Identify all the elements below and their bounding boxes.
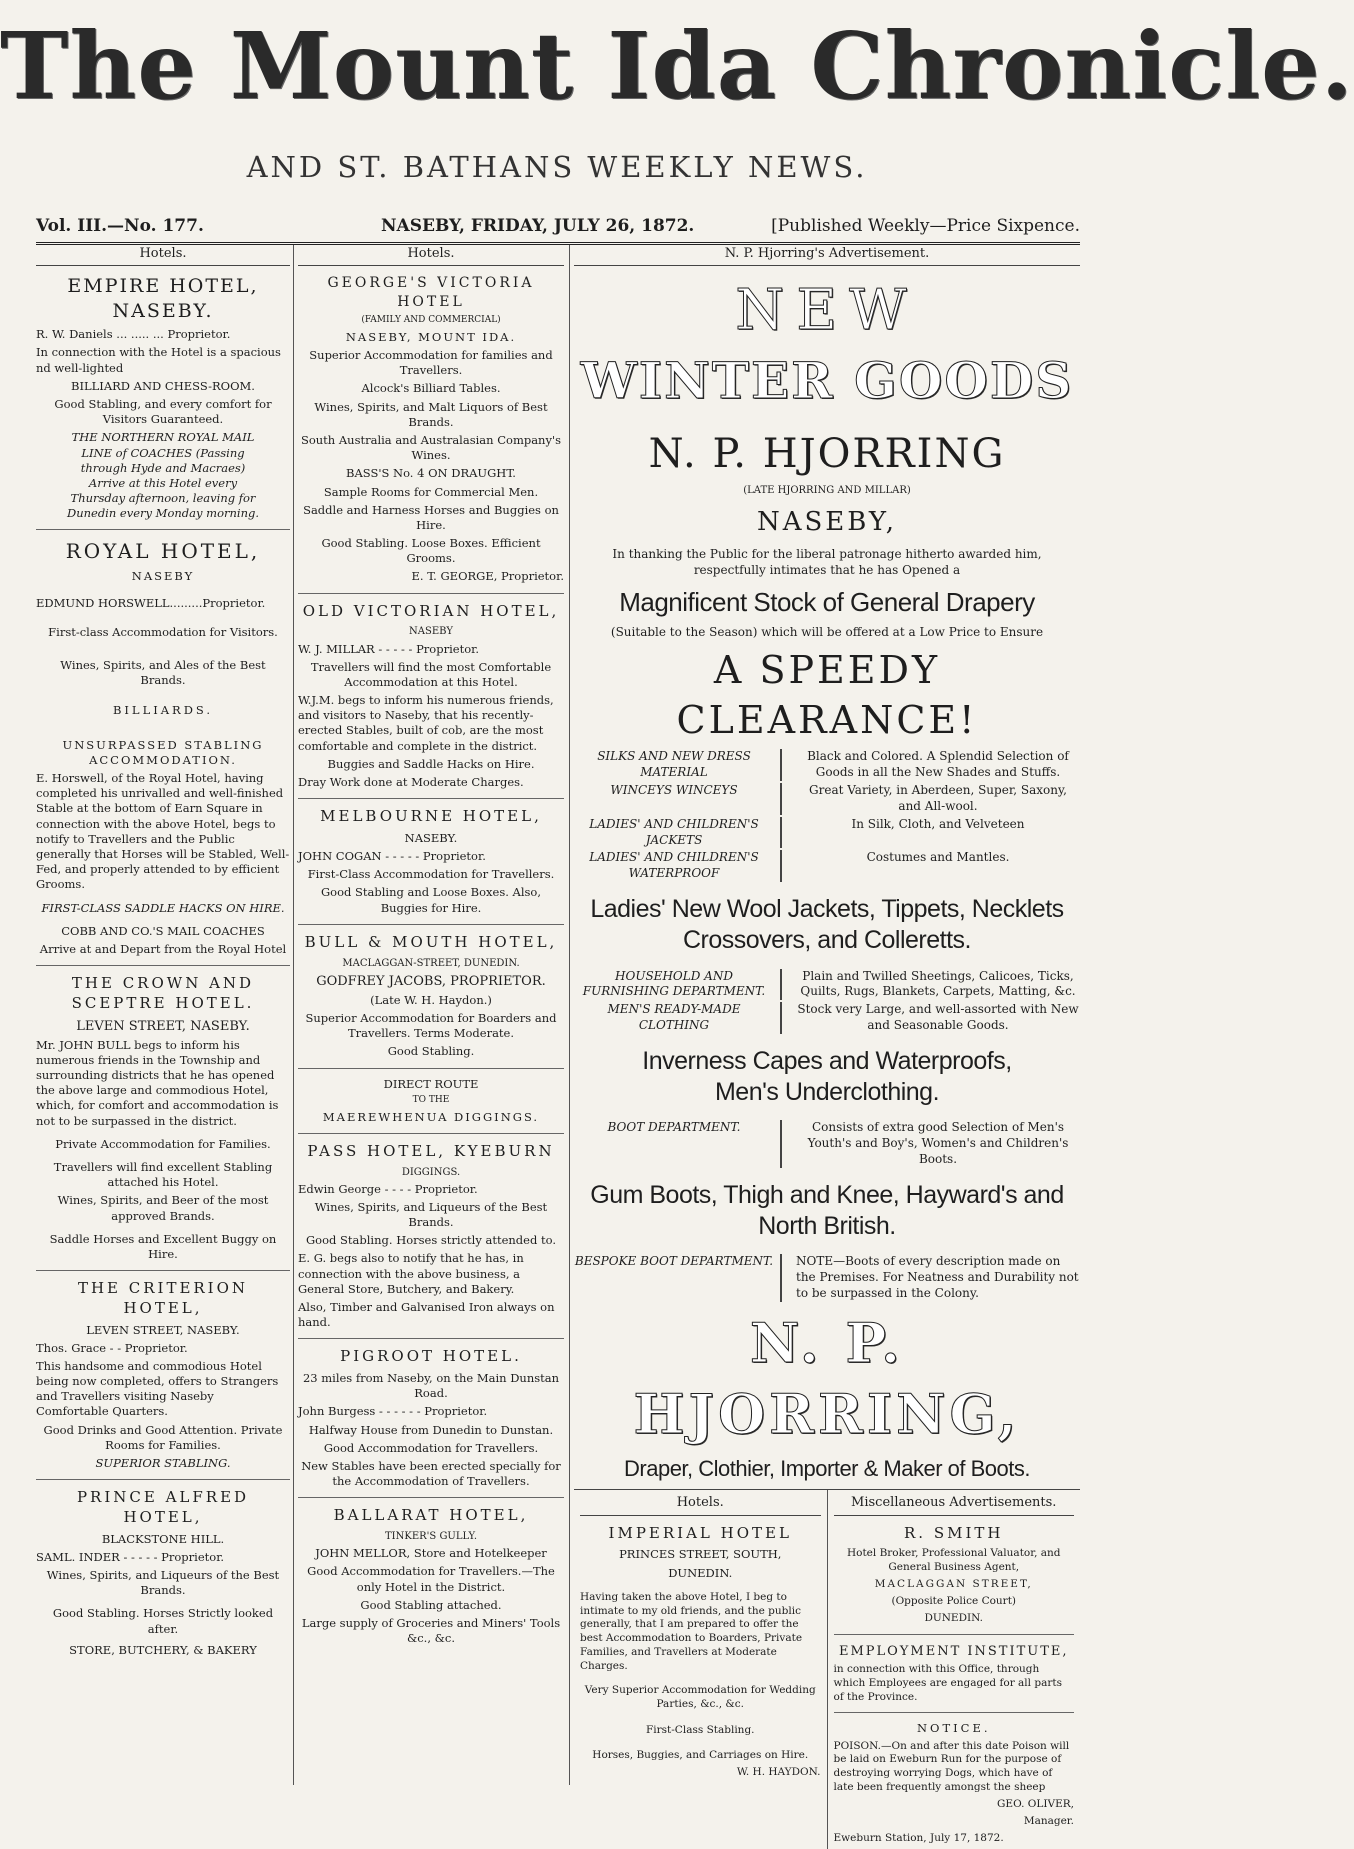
ad-text: Travellers will find excellent Stabling attached his Hotel. (53, 1159, 273, 1190)
ad-text: in connection with this Office, through which Employees are engaged for all parts of the Province. (833, 1662, 1062, 1703)
ad-text: Saddle and Harness Horses and Buggies on Hire. (303, 502, 559, 532)
sub-columns (574, 1489, 1080, 1848)
ad-text: BILLIARD AND CHESS-ROOM. (71, 378, 255, 393)
ad-text: First-Class Accommodation for Travellers. (307, 867, 555, 882)
product-desc: Consists of extra good Selection of Men's Youth's and Boy's, Women's and Children's Boots. (807, 1120, 1069, 1167)
old-victorian-ad (298, 602, 564, 791)
ad-text: BILLIARDS. (112, 702, 214, 717)
hotel-name: OLD VICTORIAN HOTEL, (302, 601, 560, 620)
ad-text: Alcock's Billiard Tables. (361, 381, 501, 396)
ad-text: Good Stabling attached. (360, 1597, 502, 1612)
pigroot-hotel-ad (298, 1347, 564, 1489)
ad-text: LEVEN STREET, NASEBY. (86, 1322, 240, 1337)
proprietor-line: R. W. Daniels ... ..... ... Proprietor. (36, 327, 231, 342)
proprietor-line: John Burgess - - - - - - Proprietor. (298, 1404, 488, 1419)
ad-text: E. G. begs also to notify that he has, in connection with the above business, a General Store, Butchery, and Bakery. (298, 1251, 524, 1296)
ad-text: FIRST-CLASS SADDLE HACKS ON HIRE. (41, 900, 285, 915)
ad-text: In thanking the Public for the liberal patronage hitherto awarded him, respectfully intimates that he has Opened a (612, 547, 1042, 578)
ad-text: Wines, Spirits, and Liqueurs of the Best Brands. (46, 1568, 280, 1598)
ad-text: Wines, Spirits, and Malt Liquors of Best Brands. (314, 399, 548, 429)
hotel-name: MELBOURNE HOTEL, (320, 807, 542, 826)
product-desc: Stock very Large, and well-assorted with New and Seasonable Goods. (797, 1002, 1079, 1033)
ad-text: (LATE HJORRING AND MILLAR) (743, 484, 911, 496)
product-label: SILKS AND NEW DRESS MATERIAL (574, 749, 782, 781)
volume-number: Vol. III.—No. 177. (36, 216, 204, 236)
column-heading: Hotels. (36, 245, 290, 266)
product-label: LADIES' AND CHILDREN'S WATERPROOF (574, 850, 782, 882)
ad-draper: Draper, Clothier, Importer & Maker of Boots. (624, 1456, 1030, 1482)
product-row (574, 749, 1080, 781)
crown-sceptre-ad (36, 974, 290, 1262)
product-row (574, 1254, 1080, 1301)
business-name: R. SMITH (904, 1523, 1004, 1542)
divider (36, 529, 290, 530)
divider (834, 1634, 1075, 1635)
divider (298, 1497, 564, 1498)
ad-text: Dray Work done at Moderate Charges. (298, 774, 524, 789)
divider (298, 1338, 564, 1339)
pass-hotel-ad (298, 1142, 564, 1331)
hotel-name: PIGROOT HOTEL. (340, 1347, 522, 1366)
ad-text: Good Stabling. Horses Strictly looked after. (52, 1606, 274, 1636)
ad-text: POISON.—On and after this date Poison will be laid on Eweburn Run for the purpose of destroying worrying Dogs, which have of late been frequently amongst the sheep (833, 1739, 1070, 1794)
royal-hotel-ad (36, 538, 290, 957)
ad-text: Having taken the above Hotel, I beg to intimate to my old friends, and the public generally, that I am prepared to offer the best Accommodation to Boarders, Private Families, and Travellers at Moderate Charges. (580, 1590, 803, 1673)
ad-text: E. Horswell, of the Royal Hotel, having completed his unrivalled and well-finished Stable at the bottom of Earn Square in connection with the above Hotel, begs to notify to Travellers and the Public generally that Horses will be Stabled, Well-Fed, and properly attended to by efficient Grooms. (36, 771, 290, 892)
ad-text: SUPERIOR STABLING. (95, 1455, 231, 1470)
ad-text: NASEBY (409, 626, 453, 638)
dateline (36, 212, 1080, 245)
ad-text: DUNEDIN. (668, 1565, 733, 1580)
ad-winter-goods: WINTER GOODS (580, 351, 1074, 411)
hotel-name: BALLARAT HOTEL, (333, 1506, 529, 1525)
product-label: MEN'S READY-MADE CLOTHING (574, 1002, 782, 1034)
imperial-hotel-column (574, 1490, 827, 1848)
ad-text: MACLAGGAN STREET, (874, 1578, 1033, 1591)
divider (298, 1133, 564, 1134)
hotel-name: ROYAL HOTEL, (65, 539, 261, 564)
ad-text: BASS'S No. 4 ON DRAUGHT. (346, 466, 516, 481)
divider (36, 965, 290, 966)
ad-text: Private Accommodation for Families. (55, 1136, 271, 1151)
ad-gum-boots: Gum Boots, Thigh and Knee, Hayward's and North British. (590, 1180, 1064, 1241)
ad-text: Eweburn Station, July 17, 1872. (833, 1831, 1004, 1844)
ad-text: NOTICE. (916, 1721, 991, 1736)
divider (298, 1068, 564, 1069)
hotel-name: THE CROWN AND SCEPTRE HOTEL. (71, 974, 255, 1012)
product-desc: Black and Colored. A Splendid Selection of Goods in all the New Shades and Stuffs. (807, 749, 1069, 780)
product-row (574, 969, 1080, 1001)
product-label: WINCEYS WINCEYS (574, 783, 782, 815)
ad-text: TO THE (412, 1094, 450, 1105)
divider (36, 1479, 290, 1480)
product-desc: Plain and Twilled Sheetings, Calicoes, Ticks, Quilts, Rugs, Blankets, Carpets, Matting, &c. (800, 968, 1076, 999)
product-rows-2 (574, 969, 1080, 1034)
ad-text: Travellers will find the most Comfortable Accommodation at this Hotel. (310, 659, 552, 689)
proprietor-line: Thos. Grace - - Proprietor. (36, 1340, 188, 1355)
direct-route-ad (298, 1077, 564, 1125)
product-desc: In Silk, Cloth, and Velveteen (851, 816, 1025, 831)
product-label: BOOT DEPARTMENT. (574, 1120, 782, 1167)
divider (834, 1712, 1075, 1713)
bull-mouth-ad (298, 933, 564, 1060)
criterion-hotel-ad (36, 1279, 290, 1471)
column-heading: Hotels. (298, 245, 564, 266)
price-line: [Published Weekly—Price Sixpence. (771, 216, 1080, 236)
ad-text: Wines, Spirits, and Beer of the most approved Brands. (57, 1193, 269, 1223)
ad-text: LEVEN STREET, NASEBY. (76, 1018, 250, 1034)
column-heading: Hotels. (580, 1494, 821, 1515)
product-row (574, 817, 1080, 849)
ad-text: UNSURPASSED STABLING ACCOMMODATION. (62, 737, 264, 767)
ad-text: MACLAGGAN-STREET, DUNEDIN. (342, 957, 520, 969)
ad-text: Good Stabling, and every comfort for Visitors Guaranteed. (54, 397, 272, 427)
product-row (574, 1120, 1080, 1167)
proprietor-line: JOHN MELLOR, Store and Hotelkeeper (315, 1546, 547, 1561)
column-3 (574, 245, 1080, 1849)
ad-text: This handsome and commodious Hotel being now completed, offers to Strangers and Travellers visiting Naseby Comfortable Quarters. (36, 1358, 279, 1419)
ad-text: NASEBY, MOUNT IDA. (345, 329, 517, 344)
ad-text: Horses, Buggies, and Carriages on Hire. (592, 1749, 809, 1762)
ad-text: Buggies and Saddle Hacks on Hire. (327, 756, 535, 771)
ad-text: Good Accommodation for Travellers.—The only Hotel in the District. (307, 1564, 555, 1594)
ad-inverness: Inverness Capes and Waterproofs, Men's Underclothing. (642, 1046, 1012, 1107)
column-rule (293, 245, 294, 1785)
proprietor-line: W. J. MILLAR - - - - - Proprietor. (298, 641, 480, 656)
hotel-name: BULL & MOUTH HOTEL, (304, 932, 558, 951)
ad-text: Good Accommodation for Travellers. (323, 1440, 539, 1455)
ad-text: PRINCES STREET, SOUTH, (619, 1547, 782, 1562)
ad-text: Good Stabling and Loose Boxes. Also, Buggies for Hire. (320, 885, 542, 915)
masthead-subtitle: AND ST. BATHANS WEEKLY NEWS. (246, 150, 868, 184)
ad-text: Good Stabling. Loose Boxes. Efficient Grooms. (321, 536, 541, 566)
issue-date: NASEBY, FRIDAY, JULY 26, 1872. (381, 216, 695, 236)
ad-stock: Magnificent Stock of General Drapery (619, 587, 1035, 618)
ad-text: GEO. OLIVER, (997, 1798, 1074, 1811)
product-label: BESPOKE BOOT DEPARTMENT. (574, 1254, 782, 1301)
ad-text: New Stables have been erected specially for the Accommodation of Travellers. (301, 1458, 561, 1489)
ad-text: Good Stabling. Horses strictly attended to. (305, 1233, 556, 1248)
ad-text: Large supply of Groceries and Miners' Tools &c., &c. (301, 1615, 561, 1646)
ad-text: (Late W. H. Haydon.) (370, 992, 492, 1007)
product-desc: Costumes and Mantles. (866, 850, 1010, 865)
proprietor-line: EDMUND HORSWELL.........Proprietor. (36, 595, 266, 610)
product-desc: NOTE—Boots of every description made on the Premises. For Neatness and Durability not to be surpassed in the Colony. (796, 1254, 1079, 1301)
ad-text: Saddle Horses and Excellent Buggy on Hire. (49, 1231, 277, 1261)
ad-text: DUNEDIN. (924, 1611, 984, 1624)
ad-hjorring-name: N. P. HJORRING, (633, 1310, 1021, 1447)
column-2 (298, 245, 564, 1649)
ad-text: Halfway House from Dunedin to Dunstan. (308, 1422, 554, 1437)
ad-merchant-name: N. P. HJORRING (648, 431, 1006, 478)
ad-text: Mr. JOHN BULL begs to inform his numerous friends in the Township and surrounding districts that he has opened the above large and commodious Hotel, which, for comfort and accommodation is not to be surpassed in the district. (36, 1037, 279, 1128)
ad-text: 23 miles from Naseby, on the Main Dunstan Road. (302, 1371, 560, 1401)
hotel-name: EMPIRE HOTEL, NASEBY. (67, 275, 259, 323)
ad-text: GODFREY JACOBS, PROPRIETOR. (316, 973, 546, 989)
hotel-name: PASS HOTEL, KYEBURN (307, 1141, 555, 1160)
ad-text: E. T. GEORGE, Proprietor. (411, 569, 564, 584)
ad-text: Sample Rooms for Commercial Men. (323, 484, 539, 499)
product-rows-1 (574, 749, 1080, 882)
ad-text: South Australia and Australasian Company's Wines. (300, 433, 562, 463)
ad-speedy-clearance: A SPEEDY CLEARANCE! (676, 648, 978, 743)
ad-text: Hotel Broker, Professional Valuator, and General Business Agent, (846, 1547, 1061, 1574)
product-row (574, 850, 1080, 882)
ad-ladies: Ladies' New Wool Jackets, Tippets, Necklets Crossovers, and Colleretts. (590, 895, 1064, 955)
ad-text: STORE, BUTCHERY, & BAKERY (69, 1642, 257, 1657)
ad-text: Wines, Spirits, and Liqueurs of the Best Brands. (314, 1199, 548, 1230)
george-victoria-ad (298, 274, 564, 584)
ad-text: First-class Accommodation for Visitors. (48, 625, 278, 640)
column-1 (36, 245, 290, 1661)
column-rule (569, 245, 570, 1785)
product-label: HOUSEHOLD AND FURNISHING DEPARTMENT. (574, 969, 782, 1001)
ad-text: (Opposite Police Court) (891, 1594, 1017, 1607)
proprietor-line: JOHN COGAN - - - - - Proprietor. (298, 849, 486, 864)
misc-ads-column (827, 1490, 1081, 1848)
divider (298, 924, 564, 925)
ad-text: Good Drinks and Good Attention. Private Rooms for Families. (43, 1422, 283, 1452)
ad-text: First-Class Stabling. (645, 1723, 755, 1736)
ad-town: NASEBY, (756, 507, 898, 538)
ad-text: Wines, Spirits, and Ales of the Best Brands. (60, 658, 266, 688)
ad-text: TINKER'S GULLY. (385, 1531, 477, 1543)
ad-text: EMPLOYMENT INSTITUTE, (838, 1643, 1069, 1659)
ad-text: Superior Accommodation for Boarders and Travellers. Terms Moderate. (305, 1011, 557, 1041)
ad-text: COBB AND CO.'S MAIL COACHES (61, 923, 265, 938)
divider (298, 593, 564, 594)
divider (298, 798, 564, 799)
product-desc: Great Variety, in Aberdeen, Super, Saxony, and All-wool. (809, 783, 1067, 813)
ad-text: Good Stabling. (387, 1044, 475, 1059)
ballarat-hotel-ad (298, 1506, 564, 1646)
product-row (574, 1002, 1080, 1034)
column-heading: Miscellaneous Advertisements. (834, 1494, 1075, 1515)
ad-text: W.J.M. begs to inform his numerous friends, and visitors to Naseby, that his recently-erected Stables, built of cob, are the most comfortable and complete in the district. (298, 693, 554, 753)
proprietor-line: SAML. INDER - - - - - Proprietor. (36, 1549, 225, 1564)
column-heading: N. P. Hjorring's Advertisement. (574, 245, 1080, 266)
ad-text: NASEBY. (404, 830, 458, 845)
ad-text: DIGGINGS. (401, 1166, 461, 1178)
melbourne-hotel-ad (298, 807, 564, 916)
hotel-name: PRINCE ALFRED HOTEL, (76, 1488, 250, 1526)
ad-text: W. H. HAYDON. (736, 1766, 821, 1779)
prince-alfred-ad (36, 1488, 290, 1658)
ad-text: (Suitable to the Season) which will be offered at a Low Price to Ensure (610, 625, 1044, 640)
hotel-name: GEORGE'S VICTORIA HOTEL (327, 275, 535, 310)
ad-text: (FAMILY AND COMMERCIAL) (361, 315, 501, 326)
ad-text: Arrive at and Depart from the Royal Hotel (39, 941, 287, 956)
divider (36, 1270, 290, 1271)
product-row (574, 783, 1080, 815)
ad-text: BLACKSTONE HILL. (101, 1531, 225, 1546)
hotel-name: THE CRITERION HOTEL, (77, 1279, 249, 1317)
ad-text: Also, Timber and Galvanised Iron always on hand. (298, 1299, 555, 1330)
ad-text: THE NORTHERN ROYAL MAIL LINE of COACHES (Passing through Hyde and Macraes) Arrive at this Hotel every Thursday afternoon, leaving for Dunedin every Monday morning. (66, 430, 259, 521)
ad-new: NEW (735, 278, 919, 344)
masthead-title: The Mount Ida Chronicle. (0, 12, 1354, 120)
empire-hotel-ad (36, 274, 290, 521)
ad-text: MAEREWHENUA DIGGINGS. (322, 1109, 540, 1124)
proprietor-line: Edwin George - - - - Proprietor. (298, 1181, 478, 1196)
ad-text: Manager. (1023, 1814, 1074, 1827)
hotel-name: IMPERIAL HOTEL (608, 1523, 792, 1542)
ad-text: NASEBY (131, 568, 195, 583)
ad-text: In connection with the Hotel is a spacious nd well-lighted (36, 345, 281, 375)
ad-text: Very Superior Accommodation for Wedding Parties, &c., &c. (584, 1683, 816, 1710)
ad-text: DIRECT ROUTE (383, 1076, 479, 1091)
ad-text: Superior Accommodation for families and Travellers. (309, 348, 553, 378)
product-label: LADIES' AND CHILDREN'S JACKETS (574, 817, 782, 849)
